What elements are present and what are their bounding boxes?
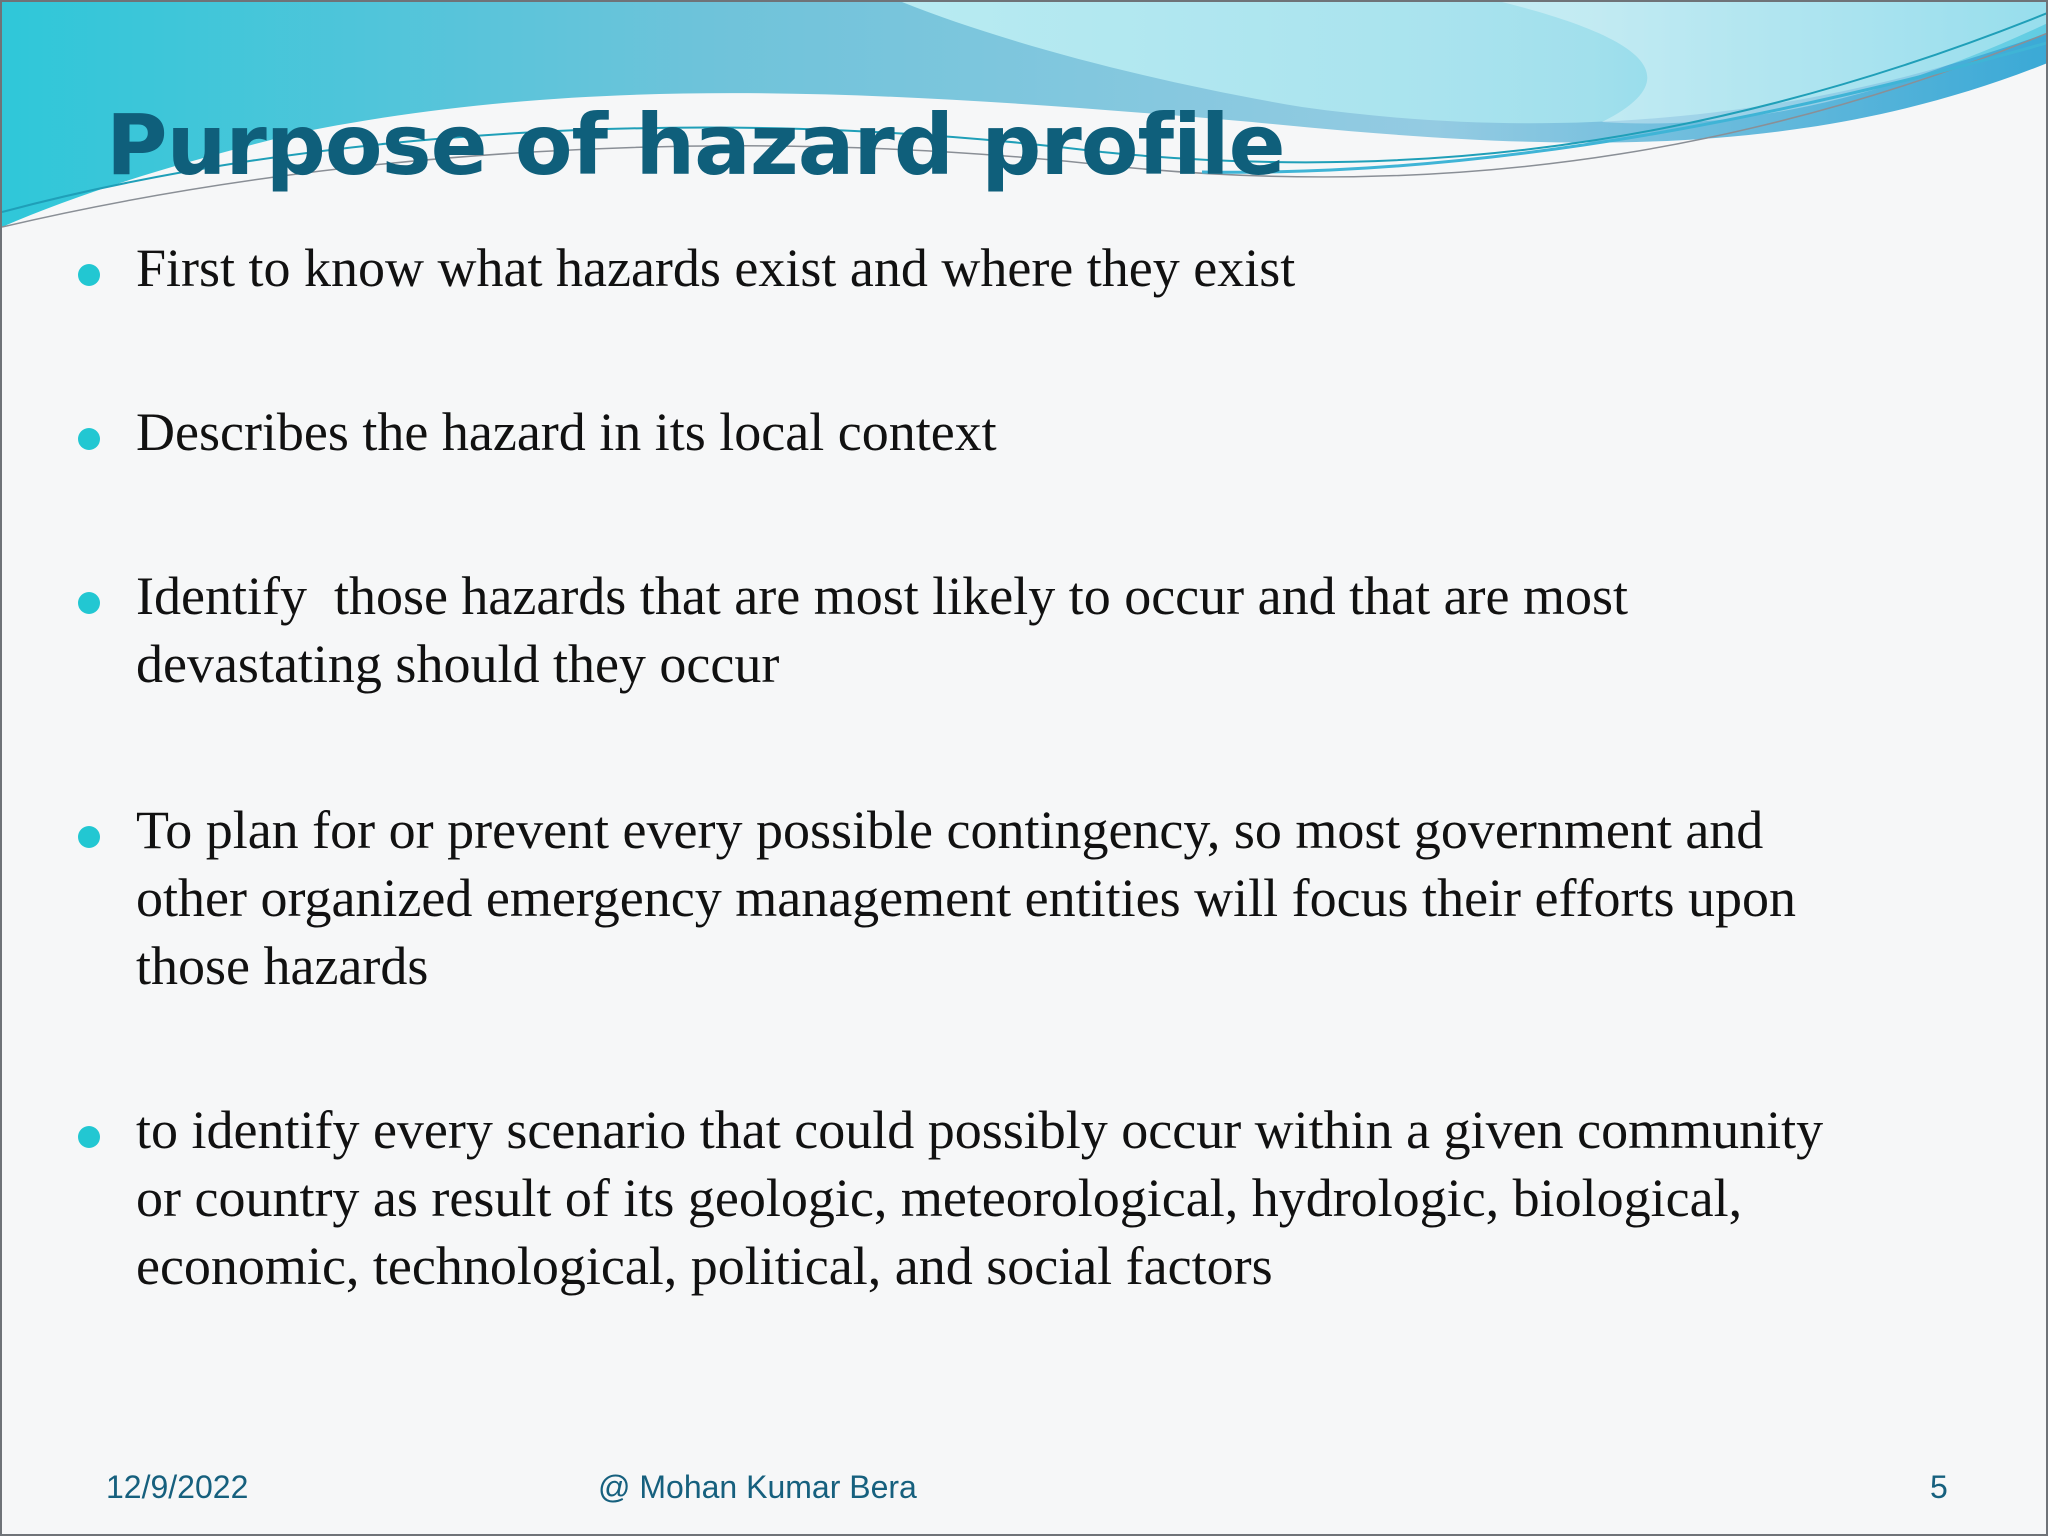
bullet-line: Describes the hazard in its local context — [136, 402, 997, 462]
bullet-dot-icon — [78, 592, 100, 614]
bullet-text — [136, 234, 2048, 302]
bullet-dot-icon — [78, 428, 100, 450]
bullet-text — [136, 796, 2048, 1000]
bullet-line: other organized emergency management entities will focus their efforts upon — [136, 868, 1796, 928]
bullet-line: First to know what hazards exist and where they exist — [136, 238, 1296, 298]
footer-date: 12/9/2022 — [106, 1469, 249, 1505]
bullet-dot-icon — [78, 264, 100, 286]
bullet-text — [136, 398, 2048, 466]
bullet-dot-icon — [78, 826, 100, 848]
bullet-line: Identify those hazards that are most likely to occur and that are most — [136, 566, 1629, 626]
bullet-line: or country as result of its geologic, meteorological, hydrologic, biological, — [136, 1168, 1743, 1228]
bullet-line: economic, technological, political, and social factors — [136, 1236, 1273, 1296]
bullet-list — [2, 2, 2048, 1402]
bullet-text — [136, 562, 2048, 698]
bullet-dot-icon — [78, 1126, 100, 1148]
footer-page-number: 5 — [1930, 1469, 1948, 1505]
bullet-line: To plan for or prevent every possible contingency, so most government and — [136, 800, 1764, 860]
bullet-line: devastating should they occur — [136, 634, 780, 694]
bullet-line: those hazards — [136, 936, 429, 996]
bullet-line: to identify every scenario that could possibly occur within a given community — [136, 1100, 1824, 1160]
footer-author: @ Mohan Kumar Bera — [598, 1469, 917, 1505]
slide-title: Purpose of hazard profile — [106, 96, 1285, 194]
bullet-text — [136, 1096, 2048, 1300]
